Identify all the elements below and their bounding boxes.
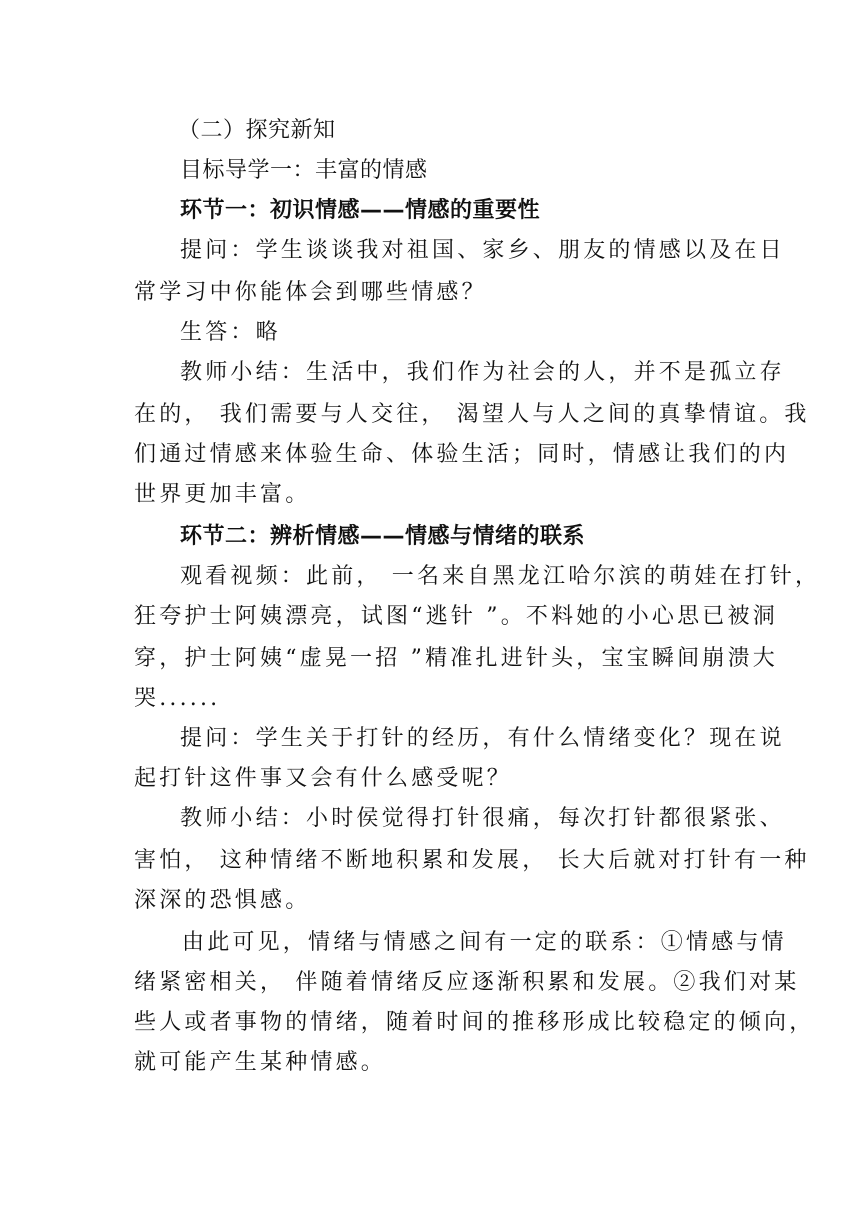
step2-conclusion-line: 由此可见，情绪与情感之间有一定的联系：①情感与情 bbox=[182, 930, 787, 955]
goal-heading: 目标导学一：丰富的情感 bbox=[180, 158, 428, 183]
step2-question-line: 起打针这件事又会有什么感受呢？ bbox=[134, 766, 513, 791]
step2-video-line: 哭...... bbox=[134, 686, 221, 711]
step1-answer: 生答：略 bbox=[180, 320, 281, 345]
step2-conclusion-line: 些人或者事物的情绪，随着时间的推移形成比较稳定的倾向， bbox=[134, 1010, 815, 1035]
step1-summary-line: 在的， 我们需要与人交往， 渴望人与人之间的真挚情谊。我 bbox=[134, 402, 810, 427]
step2-conclusion-line: 就可能产生某种情感。 bbox=[134, 1050, 387, 1075]
step2-conclusion-line: 绪紧密相关， 伴随着情绪反应逐渐积累和发展。②我们对某 bbox=[134, 970, 800, 995]
section-heading: （二）探究新知 bbox=[178, 118, 336, 143]
step1-heading: 环节一：初识情感——情感的重要性 bbox=[180, 198, 541, 223]
step1-summary-line: 教师小结：生活中，我们作为社会的人，并不是孤立存 bbox=[180, 360, 785, 385]
step2-video-line: 穿，护士阿姨“虚晃一招 ”精准扎进针头，宝宝瞬间崩溃大 bbox=[134, 646, 778, 671]
step2-video-line: 观看视频：此前， 一名来自黑龙江哈尔滨的萌娃在打针， bbox=[180, 564, 821, 589]
step2-summary-line: 害怕， 这种情绪不断地积累和发展， 长大后就对打针有一种 bbox=[134, 848, 810, 873]
step1-question-line: 常学习中你能体会到哪些情感？ bbox=[134, 280, 487, 305]
step2-heading: 环节二：辨析情感——情感与情绪的联系 bbox=[180, 524, 586, 549]
step2-video-line: 狂夸护士阿姨漂亮，试图“逃针 ”。不料她的小心思已被洞 bbox=[134, 604, 778, 629]
step2-summary-line: 教师小结：小时侯觉得打针很痛，每次打针都很紧张、 bbox=[180, 806, 785, 831]
step1-summary-line: 们通过情感来体验生命、体验生活；同时，情感让我们的内 bbox=[134, 442, 790, 467]
step1-question-line: 提问：学生谈谈我对祖国、家乡、朋友的情感以及在日 bbox=[180, 238, 785, 263]
step2-summary-line: 深深的恐惧感。 bbox=[134, 888, 311, 913]
step2-question-line: 提问：学生关于打针的经历，有什么情绪变化？现在说 bbox=[180, 726, 785, 751]
step1-summary-line: 世界更加丰富。 bbox=[134, 482, 311, 507]
